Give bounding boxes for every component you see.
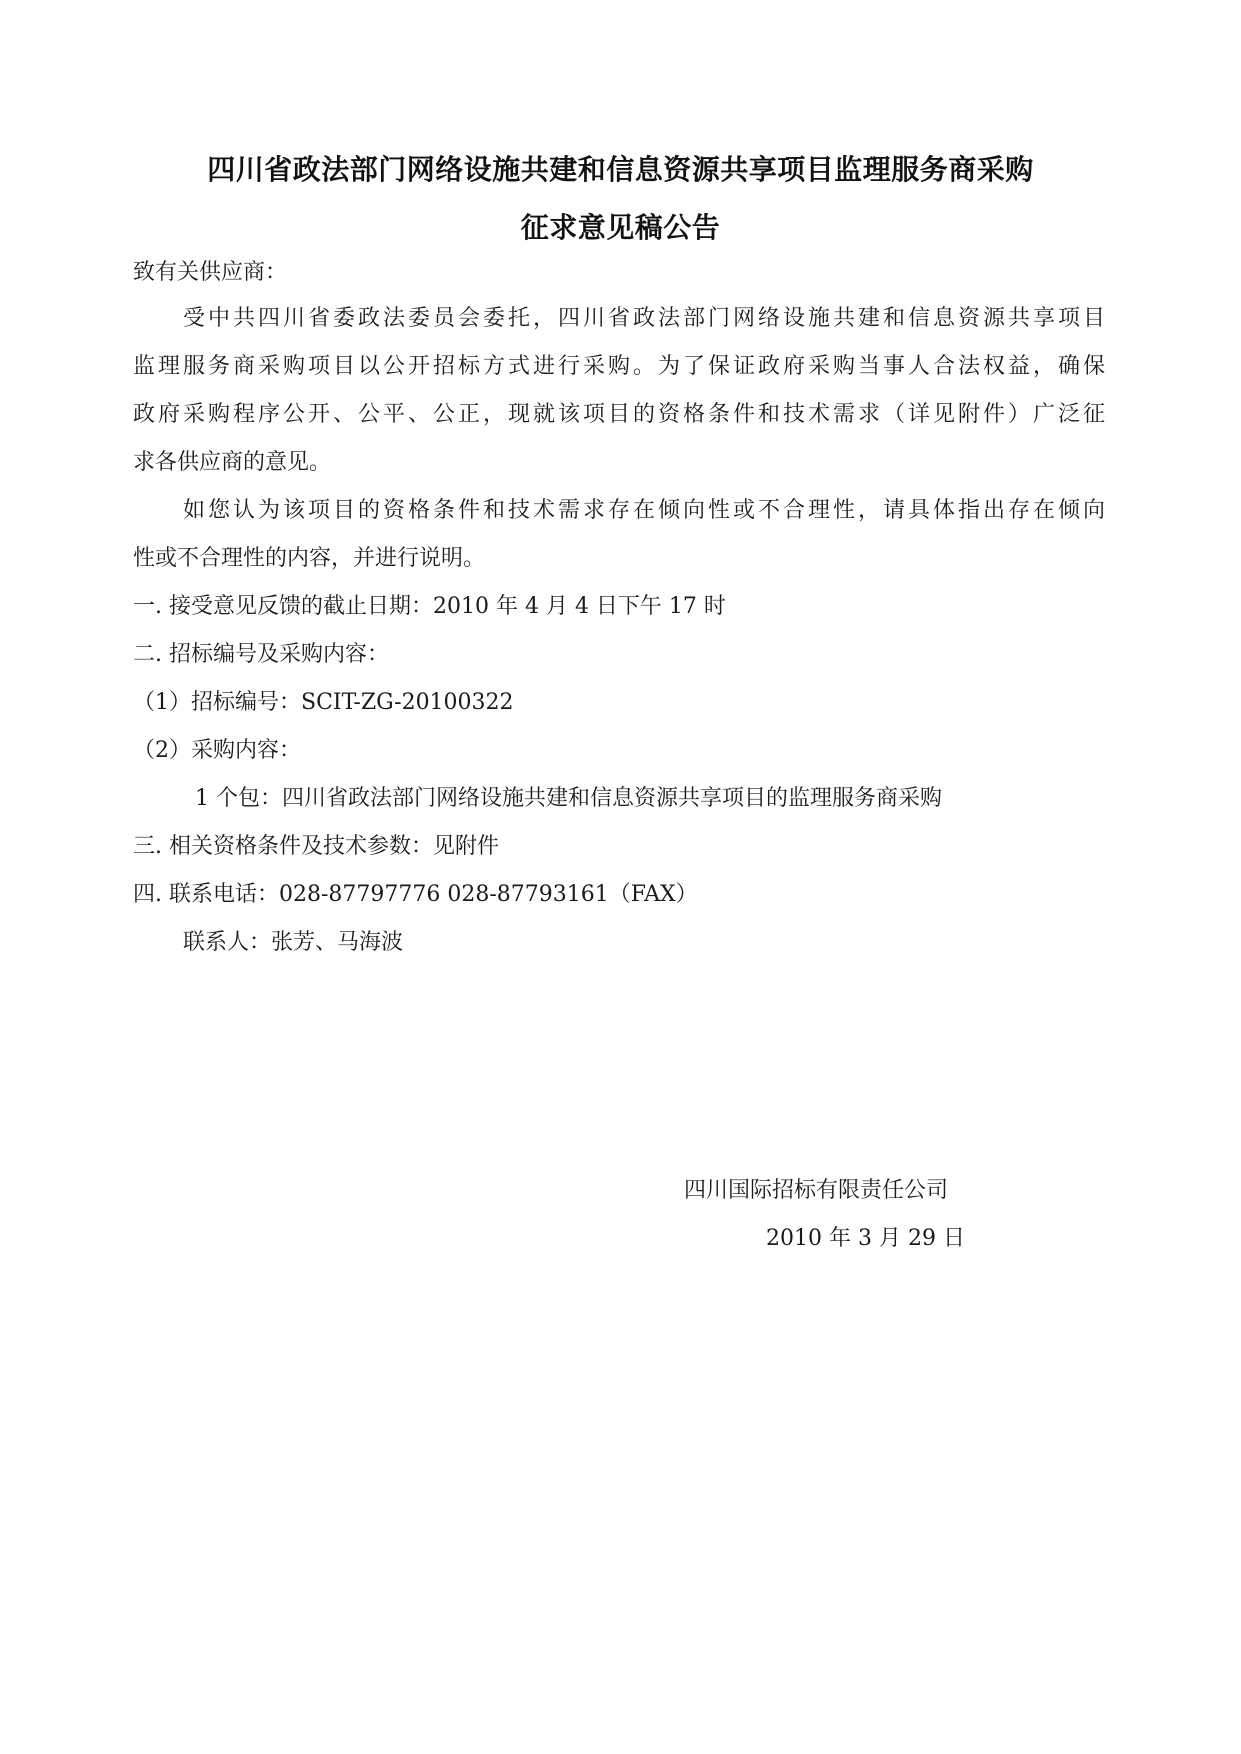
procurement-heading-item: （2）采购内容： <box>133 738 301 763</box>
bid-number-item: （1）招标编号：SCIT-ZG-20100322 <box>133 690 514 715</box>
deadline-item: 一. 接受意见反馈的截止日期：2010 年 4 月 4 日下午 17 时 <box>133 594 726 619</box>
qualifications-item: 三. 相关资格条件及技术参数：见附件 <box>133 834 499 859</box>
bid-heading-item: 二. 招标编号及采购内容： <box>133 642 389 667</box>
salutation: 致有关供应商： <box>133 260 288 285</box>
paragraph-2-line-2: 性或不合理性的内容，并进行说明。 <box>133 546 486 571</box>
paragraph-1-line-1: 受中共四川省委政法委员会委托，四川省政法部门网络设施共建和信息资源共享项目 <box>183 306 1105 331</box>
contacts-item: 联系人：张芳、马海波 <box>183 930 404 955</box>
phone-item: 四. 联系电话：028-87797776 028-87793161（FAX） <box>133 882 698 907</box>
signature-date: 2010 年 3 月 29 日 <box>766 1226 965 1251</box>
document-title: 四川省政法部门网络设施共建和信息资源共享项目监理服务商采购 <box>207 153 1034 186</box>
paragraph-1-line-4: 求各供应商的意见。 <box>133 450 332 475</box>
paragraph-1-line-2: 监理服务商采购项目以公开招标方式进行采购。为了保证政府采购当事人合法权益，确保 <box>133 354 1105 379</box>
package-item: 1 个包：四川省政法部门网络设施共建和信息资源共享项目的监理服务商采购 <box>195 786 942 811</box>
signature-company: 四川国际招标有限责任公司 <box>684 1178 949 1203</box>
document-subtitle: 征求意见稿公告 <box>520 211 721 244</box>
paragraph-1-line-3: 政府采购程序公开、公平、公正，现就该项目的资格条件和技术需求（详见附件）广泛征 <box>133 402 1105 427</box>
paragraph-2-line-1: 如您认为该项目的资格条件和技术需求存在倾向性或不合理性，请具体指出存在倾向 <box>183 498 1105 523</box>
